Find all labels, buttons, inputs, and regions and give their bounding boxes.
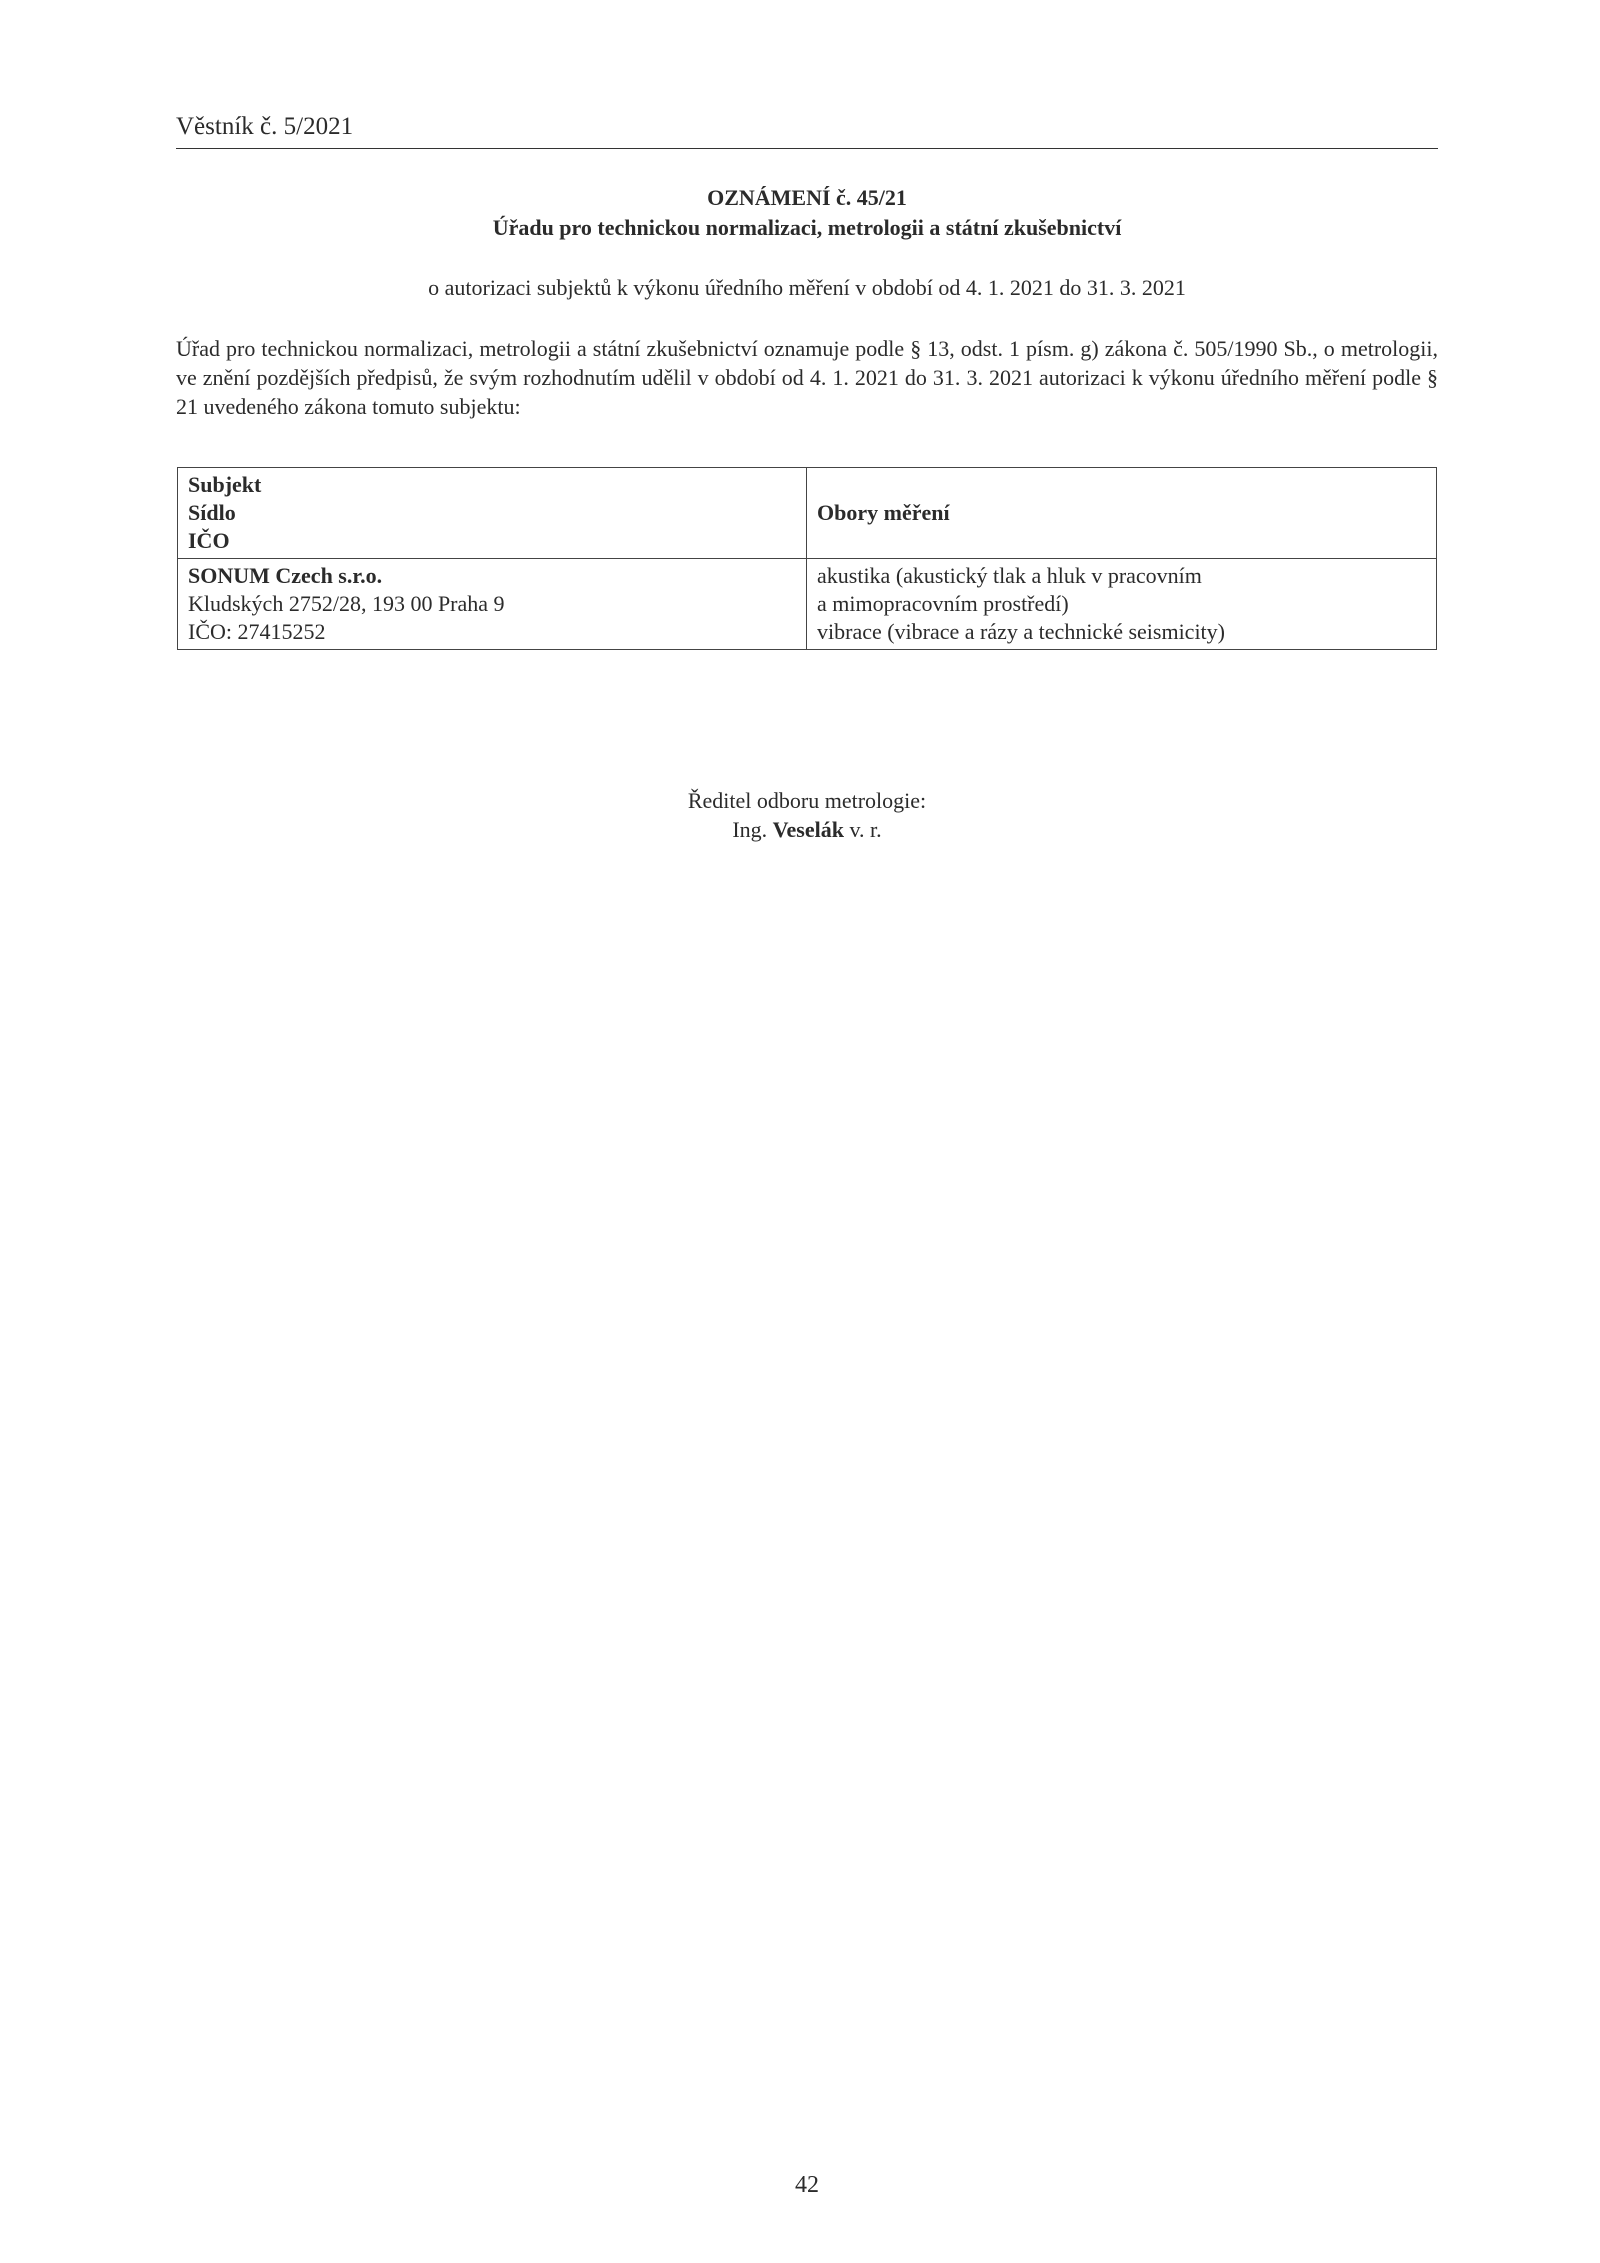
header-subject: Subjekt [188,472,262,497]
field-line: akustika (akustický tlak a hluk v pracovním [817,563,1202,588]
signature-prefix: Ing. [732,817,768,842]
authorization-table [177,467,1437,650]
signature-role: Ředitel odboru metrologie: [687,788,927,813]
subject-address: Kludských 2752/28, 193 00 Praha 9 [188,591,505,616]
field-line: vibrace (vibrace a rázy a technické seismicity) [817,619,1225,644]
signature-name [176,815,1438,844]
bulletin-title: Věstník č. 5/2021 [176,113,354,140]
notice-subtitle: o autorizaci subjektů k výkonu úředního měření v období od 4. 1. 2021 do 31. 3. 2021 [428,275,1186,300]
subject-cell [178,559,807,650]
fields-cell [807,559,1437,650]
signature-surname: Veselák [772,817,844,842]
table-row [178,559,1437,650]
page-number: 42 [795,2172,819,2198]
field-line: a mimopracovním prostředí) [817,591,1069,616]
notice-title: OZNÁMENÍ č. 45/21 [707,185,907,210]
signature-suffix: v. r. [849,817,882,842]
header-ico: IČO [188,528,230,553]
header-subject-cell [178,468,807,559]
header-fields: Obory měření [817,500,950,525]
page-header [176,112,1438,149]
subject-name: SONUM Czech s.r.o. [188,563,383,588]
header-seat: Sídlo [188,500,236,525]
signature-block [176,786,1438,844]
subject-ico: IČO: 27415252 [188,619,326,644]
intro-paragraph: Úřad pro technickou normalizaci, metrologii a státní zkušebnictví oznamuje podle § 13, odst. 1 písm. g) zákona č. 505/1990 Sb., o metrologii, ve znění pozdějších předpisů, že svým rozhodnutím udělil v období od 4. 1. 2021 do 31. 3. 2021 autorizaci k výkonu úředního měření podle § 21 uvedeného zákona tomuto subjektu: [176,336,1438,419]
notice-authority: Úřadu pro technickou normalizaci, metrologii a státní zkušebnictví [492,215,1122,240]
header-fields-cell [807,468,1437,559]
table-header-row [178,468,1437,559]
